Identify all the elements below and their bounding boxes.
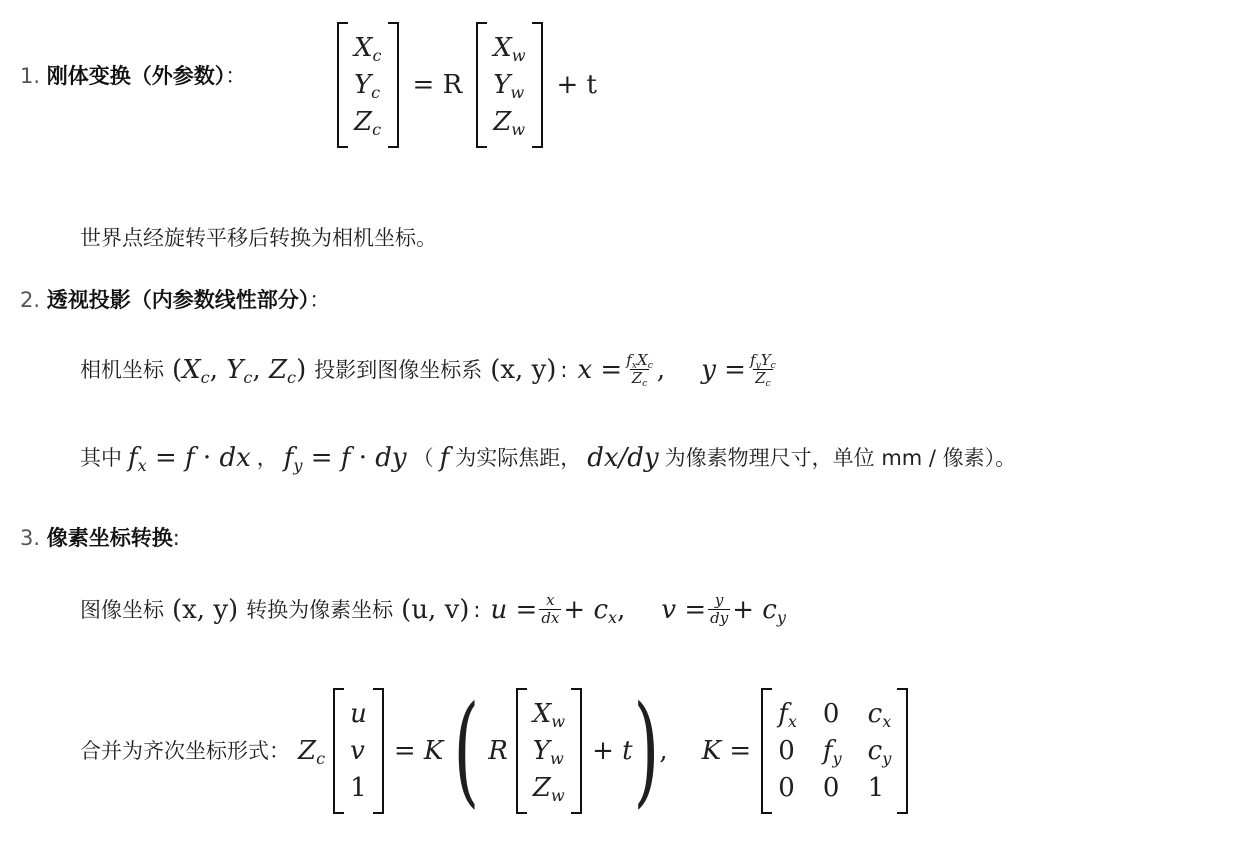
step-2-heading: 2. 透视投影（内参数线性部分）：	[20, 288, 331, 312]
step-2-projection-line: 相机坐标 ($X_c$, $Y_c$, $Z_c$) 投影到图像坐标系 (x, y) : x = $\frac{f_xX_c}{Z_c}$ , y = $\frac{f_yY_c}{Z_c}$	[80, 351, 776, 389]
step-1-equation: $X_c$ $Y_c$ $Z_c$ = R $X_w$ $Y_w$ $Z_w$ + t	[337, 20, 597, 150]
step-1-title: 刚体变换（外参数）	[46, 64, 226, 88]
step-2-focal-note: 其中 $f_x = f$ · dx ， $f_y = f$ · dy （ f 为实际焦距， dx/dy 为像素物理尺寸，单位 mm / 像素）。	[80, 443, 1017, 475]
step-3-heading: 3. 像素坐标转换:	[20, 526, 180, 550]
step-3-pixel-line: 图像坐标 (x, y) 转换为像素坐标 (u, v) : u = $\frac{x}{dx}$ + $c_x$, v = $\frac{y}{dy}$ + $c_y$	[80, 591, 786, 627]
step-1-heading: 1. 刚体变换（外参数）：	[20, 64, 247, 88]
step-1-description: 世界点经旋转平移后转换为相机坐标。	[80, 226, 437, 250]
step-3-title: 像素坐标转换	[46, 526, 173, 550]
step-2-title: 透视投影（内参数线性部分）	[46, 288, 310, 312]
step-3-homogeneous-equation: 合并为齐次坐标形式： $Z_c$ u v 1 = K ( R $X_w$ $Y_w$ $Z_w$ + t ) , K = $f_x$ 0 $c_x$ 0 $f_y$ $c_y$ 0 0 1	[80, 686, 908, 816]
